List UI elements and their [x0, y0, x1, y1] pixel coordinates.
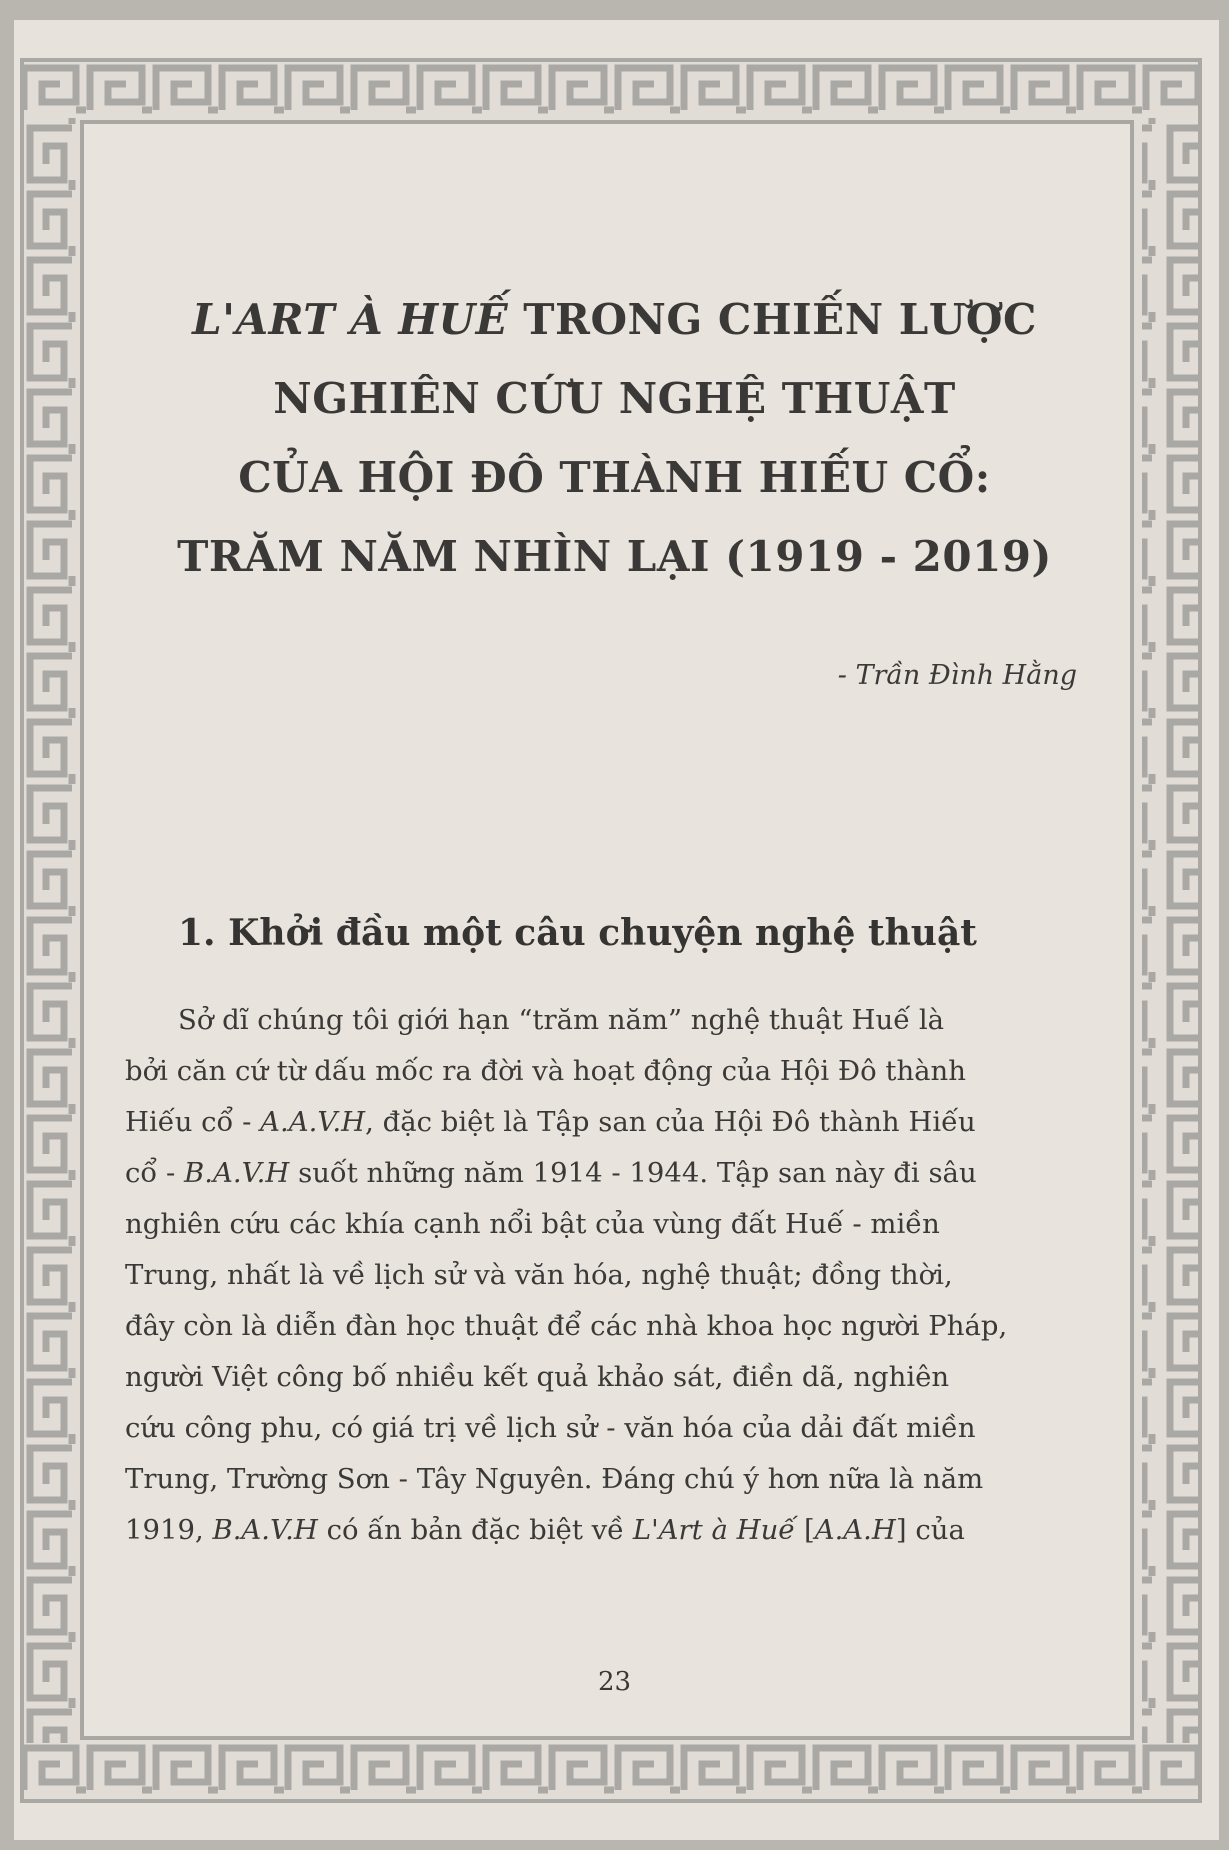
text-span: ] của — [895, 1514, 965, 1546]
italic-abbrev: A.A.V.H — [260, 1106, 366, 1138]
title-line-4: TRĂM NĂM NHÌN LẠI (1919 - 2019) — [177, 532, 1052, 581]
italic-title: L'Art à Huế — [632, 1514, 796, 1546]
text-line — [125, 1097, 1080, 1148]
text-span: cứu công phu, có giá trị về lịch sử - văn hóa của dải đất miền — [125, 1412, 976, 1444]
text-span: người Việt công bố nhiều kết quả khảo sát, điền dã, nghiên — [125, 1361, 950, 1393]
text-line — [125, 1352, 1080, 1403]
title-italic-part: L'ART À HUẾ — [192, 295, 509, 344]
text-span: [ — [803, 1514, 815, 1546]
text-line — [125, 1148, 1080, 1199]
text-line — [125, 1301, 1080, 1352]
text-span: Trung, nhất là về lịch sử và văn hóa, nghệ thuật; đồng thời, — [125, 1259, 953, 1291]
text-line — [125, 1403, 1080, 1454]
italic-abbrev: B.A.V.H — [184, 1157, 290, 1189]
text-span: đây còn là diễn đàn học thuật để các nhà khoa học người Pháp, — [125, 1310, 1008, 1342]
author-name: - Trần Đình Hằng — [837, 660, 1077, 691]
title-line-1-rest: TRONG CHIẾN LƯỢC — [523, 295, 1037, 344]
text-span: nghiên cứu các khía cạnh nổi bật của vùng đất Huế - miền — [125, 1208, 940, 1240]
text-span: cổ - — [125, 1157, 176, 1189]
title-line-2: NGHIÊN CỨU NGHỆ THUẬT — [273, 374, 956, 423]
text-line — [125, 1250, 1080, 1301]
text-span: Hiếu cổ - — [125, 1106, 252, 1138]
page-number: 23 — [597, 1667, 632, 1697]
text-span — [125, 1148, 977, 1199]
italic-abbrev: A.A.H — [814, 1514, 896, 1546]
body-paragraph — [125, 995, 1080, 1556]
text-line — [125, 1199, 1080, 1250]
text-span — [125, 1097, 976, 1148]
section-heading: 1. Khởi đầu một câu chuyện nghệ thuật — [178, 912, 977, 954]
text-line — [125, 1454, 1080, 1505]
title-line-3: CỦA HỘI ĐÔ THÀNH HIẾU CỔ: — [238, 453, 991, 502]
text-span: Sở dĩ chúng tôi giới hạn “trăm năm” nghệ thuật Huế là — [178, 1004, 945, 1036]
text-span: bởi căn cứ từ dấu mốc ra đời và hoạt động của Hội Đô thành — [125, 1055, 966, 1087]
text-span — [125, 1505, 965, 1556]
italic-abbrev: B.A.V.H — [212, 1514, 318, 1546]
text-span: suốt những năm 1914 - 1944. Tập san này đi sâu — [298, 1157, 977, 1189]
text-span: có ấn bản đặc biệt về — [326, 1514, 625, 1546]
text-span: 1919, — [125, 1514, 204, 1546]
text-line — [125, 1046, 1080, 1097]
text-line — [125, 1505, 1080, 1556]
text-line — [125, 995, 1080, 1046]
text-span: Trung, Trường Sơn - Tây Nguyên. Đáng chú ý hơn nữa là năm — [125, 1463, 984, 1495]
text-span: , đặc biệt là Tập san của Hội Đô thành Hiếu — [365, 1106, 976, 1138]
title-line-1 — [0, 280, 1229, 359]
chapter-title — [0, 280, 1229, 596]
